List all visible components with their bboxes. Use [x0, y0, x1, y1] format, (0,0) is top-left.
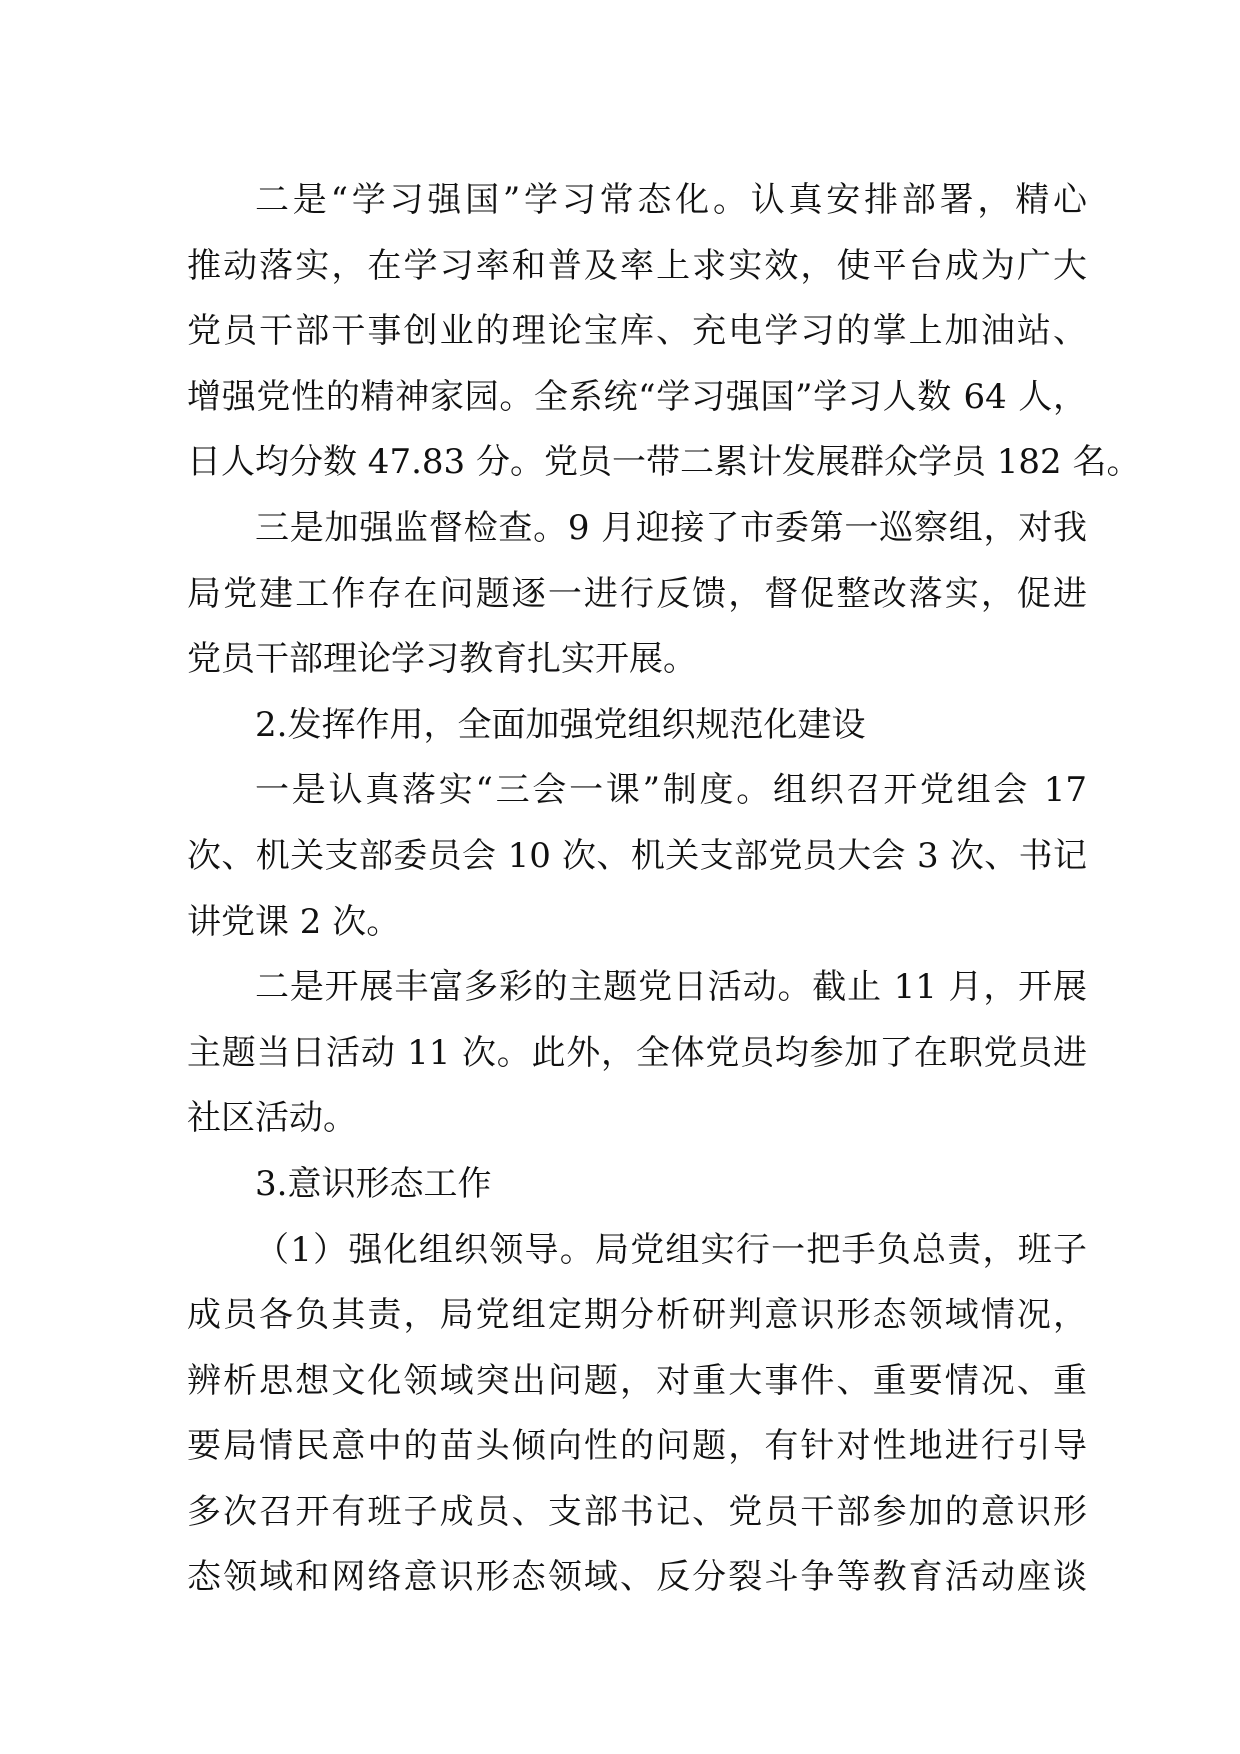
section-heading: 2.发挥作用，全面加强党组织规范化建设 — [255, 704, 866, 745]
paragraph-line: 辨析思想文化领域突出问题，对重大事件、重要情况、重 — [187, 1360, 1087, 1401]
paragraph-line: 讲党课 2 次。 — [187, 901, 401, 942]
paragraph-line: 党员干部理论学习教育扎实开展。 — [187, 639, 697, 680]
paragraph-line: 态领域和网络意识形态领域、反分裂斗争等教育活动座谈 — [187, 1557, 1087, 1598]
paragraph-line: 社区活动。 — [187, 1098, 357, 1139]
paragraph-line: 多次召开有班子成员、支部书记、党员干部参加的意识形 — [187, 1491, 1087, 1532]
paragraph-line: 二是“学习强国”学习常态化。认真安排部署，精心 — [255, 180, 1087, 220]
paragraph-line: 三是加强监督检查。9 月迎接了市委第一巡察组，对我 — [255, 507, 1087, 548]
paragraph-line: 成员各负其责，局党组定期分析研判意识形态领域情况， — [187, 1295, 1087, 1336]
paragraph-line: 局党建工作存在问题逐一进行反馈，督促整改落实，促进 — [187, 573, 1087, 614]
paragraph-line: 党员干部干事创业的理论宝库、充电学习的掌上加油站、 — [187, 311, 1087, 352]
paragraph-line: （1）强化组织领导。局党组实行一把手负总责，班子 — [255, 1229, 1087, 1270]
paragraph-line: 次、机关支部委员会 10 次、机关支部党员大会 3 次、书记 — [187, 835, 1087, 876]
document-body — [187, 168, 1141, 1611]
paragraph-line: 增强党性的精神家园。全系统“学习强国”学习人数 64 人， — [187, 376, 1087, 417]
section-heading: 3.意识形态工作 — [255, 1163, 492, 1204]
paragraph-line: 推动落实，在学习率和普及率上求实效，使平台成为广大 — [187, 245, 1087, 286]
paragraph-line: 二是开展丰富多彩的主题党日活动。截止 11 月，开展 — [255, 967, 1087, 1008]
paragraph-line: 要局情民意中的苗头倾向性的问题，有针对性地进行引导 — [187, 1426, 1087, 1467]
paragraph-line: 日人均分数 47.83 分。党员一带二累计发展群众学员 182 名。 — [187, 442, 1141, 483]
paragraph-line: 主题当日活动 11 次。此外，全体党员均参加了在职党员进 — [187, 1032, 1087, 1073]
paragraph-line: 一是认真落实“三会一课”制度。组织召开党组会 17 — [255, 770, 1087, 811]
